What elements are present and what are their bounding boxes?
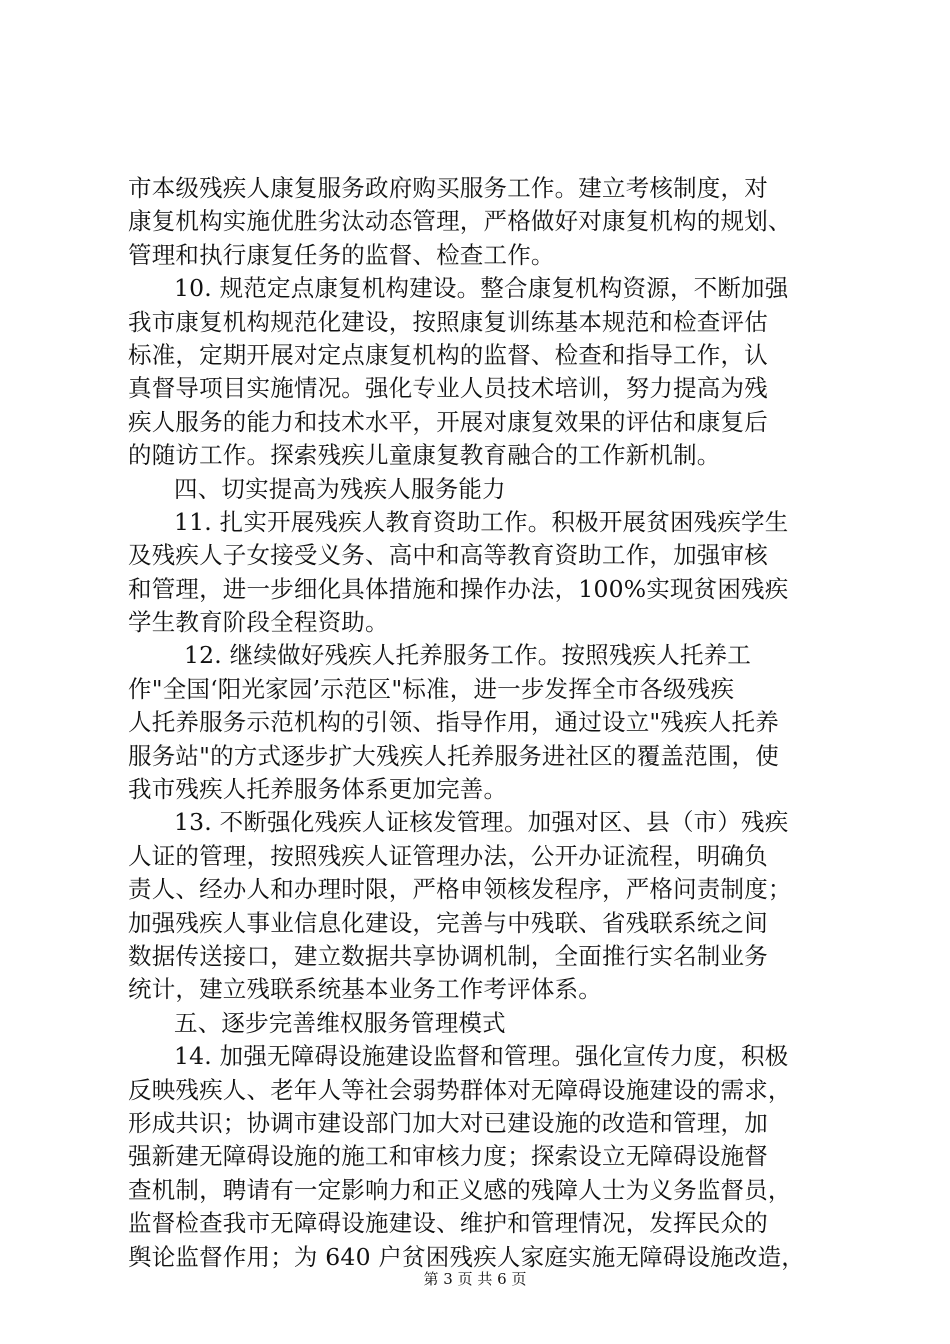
text-line: 和管理，进一步细化具体措施和操作办法，100%实现贫困残疾 — [128, 574, 789, 603]
text-line: 作"全国‘阳光家园’示范区"标准，进一步发挥全市各级残疾 — [128, 674, 735, 703]
text-line: 形成共识；协调市建设部门加大对已建设施的改造和管理，加 — [128, 1108, 768, 1137]
text-line: 我市康复机构规范化建设，按照康复训练基本规范和检查评估 — [128, 307, 768, 336]
text-line: 疾人服务的能力和技术水平，开展对康复效果的评估和康复后 — [128, 407, 768, 436]
text-line: 责人、经办人和办理时限，严格申领核发程序，严格问责制度； — [128, 875, 792, 904]
text-line: 监督检查我市无障碍设施建设、维护和管理情况，发挥民众的 — [128, 1209, 768, 1238]
page-number-footer: 第 3 页 共 6 页 — [423, 1270, 527, 1288]
text-line: 的随访工作。探索残疾儿童康复教育融合的工作新机制。 — [128, 441, 721, 470]
section-heading-4: 四、切实提高为残疾人服务能力 — [174, 474, 506, 503]
text-line: 康复机构实施优胜劣汰动态管理，严格做好对康复机构的规划、 — [128, 207, 792, 236]
text-line: 数据传送接口，建立数据共享协调机制，全面推行实名制业务 — [128, 941, 768, 970]
paragraph-start-11: 11. 扎实开展残疾人教育资助工作。积极开展贫困残疾学生 — [174, 507, 789, 536]
text-line: 学生教育阶段全程资助。 — [128, 608, 389, 637]
text-line: 管理和执行康复任务的监督、检查工作。 — [128, 240, 555, 269]
text-line: 人证的管理，按照残疾人证管理办法，公开办证流程，明确负 — [128, 841, 768, 870]
paragraph-start-10: 10. 规范定点康复机构建设。整合康复机构资源，不断加强 — [174, 274, 789, 303]
text-line: 人托养服务示范机构的引领、指导作用，通过设立"残疾人托养 — [128, 708, 779, 737]
text-line: 反映残疾人、老年人等社会弱势群体对无障碍设施建设的需求， — [128, 1075, 792, 1104]
text-line: 统计，建立残联系统基本业务工作考评体系。 — [128, 975, 602, 1004]
text-line: 服务站"的方式逐步扩大残疾人托养服务进社区的覆盖范围，使 — [128, 741, 779, 770]
text-line: 标准，定期开展对定点康复机构的监督、检查和指导工作，认 — [128, 340, 768, 369]
text-line: 真督导项目实施情况。强化专业人员技术培训，努力提高为残 — [128, 374, 768, 403]
document-body — [128, 172, 828, 1274]
paragraph-start-13: 13. 不断强化残疾人证核发管理。加强对区、县（市）残疾 — [174, 808, 789, 837]
paragraph-start-12: 12. 继续做好残疾人托养服务工作。按照残疾人托养工 — [184, 641, 752, 670]
paragraph-start-14: 14. 加强无障碍设施建设监督和管理。强化宣传力度，积极 — [174, 1042, 789, 1071]
text-line: 加强残疾人事业信息化建设，完善与中残联、省残联系统之间 — [128, 908, 768, 937]
text-line: 强新建无障碍设施的施工和审核力度；探索设立无障碍设施督 — [128, 1142, 768, 1171]
text-line: 舆论监督作用；为 640 户贫困残疾人家庭实施无障碍设施改造， — [128, 1242, 805, 1271]
text-line: 我市残疾人托养服务体系更加完善。 — [128, 775, 508, 804]
text-line: 查机制，聘请有一定影响力和正义感的残障人士为义务监督员， — [128, 1175, 792, 1204]
section-heading-5: 五、逐步完善维权服务管理模式 — [174, 1008, 506, 1037]
text-line: 市本级残疾人康复服务政府购买服务工作。建立考核制度，对 — [128, 174, 768, 202]
text-line: 及残疾人子女接受义务、高中和高等教育资助工作，加强审核 — [128, 541, 768, 570]
